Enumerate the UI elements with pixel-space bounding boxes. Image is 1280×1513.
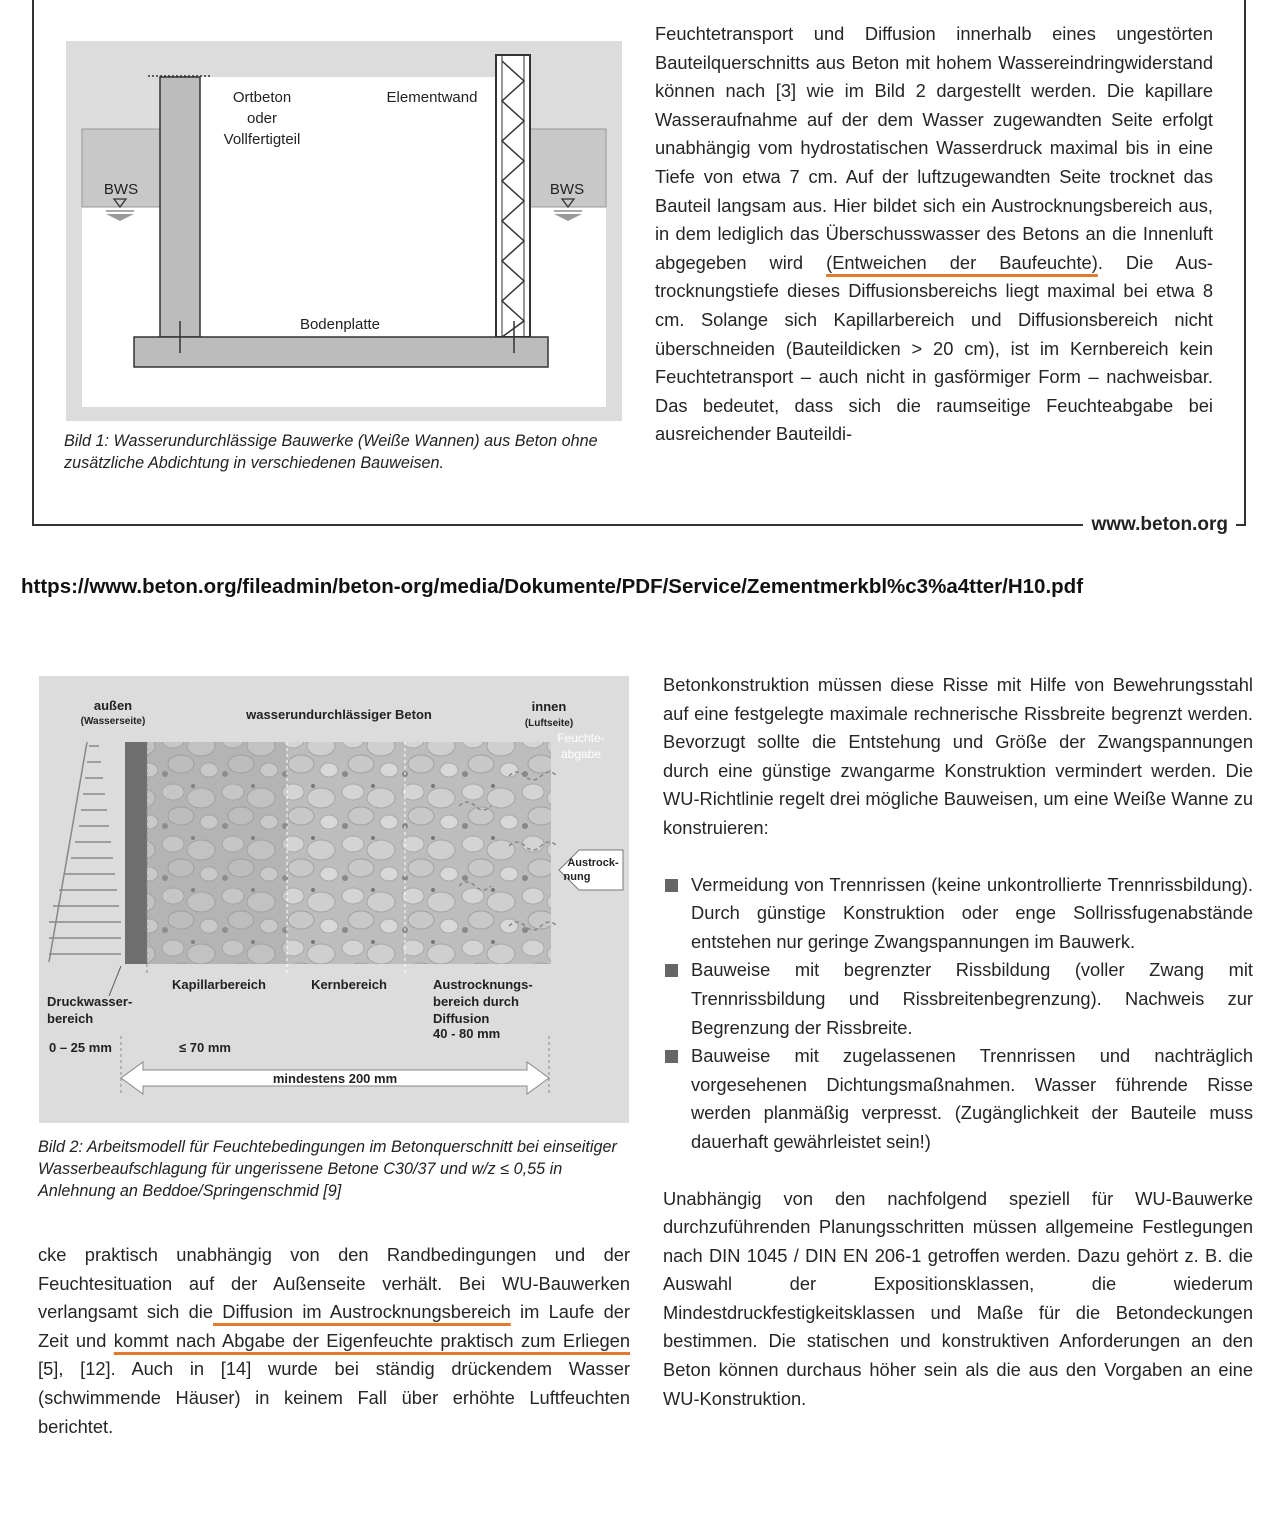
label-druck-1: Druckwasser- — [47, 994, 133, 1009]
site-label: www.beton.org — [1083, 514, 1236, 536]
label-feuchte-1: Feuchte- — [557, 731, 605, 745]
bottom-right-column — [663, 671, 1253, 1413]
label-druck-2: bereich — [47, 1011, 94, 1026]
bottom-left-paragraph — [38, 1241, 630, 1441]
bottom-left-text-1: cke praktisch unabhängig von den Randbedingungen und der Feuchtesituation auf der Außenseite verhält. Bei WU-Bauwerken verlangsamt sich die — [38, 1244, 630, 1323]
label-aussen: außen — [93, 698, 133, 713]
construction-methods-list — [663, 871, 1253, 1157]
label-austr-b-4: 40 - 80 mm — [433, 1026, 501, 1041]
top-paragraph-text-1: Feuchtetransport und Diffusion innerhalb eines ungestörten Bauteilquerschnitts aus Beton mit hohem Wassereindringwiderstand können nach [3] wie im Bild 2 dargestellt werden. Die kapillare Wasseraufnahme auf der dem Wasser zugewandten Seite erfolgt unabhängig vom hydrostatischen Wasserdruck maximal bis in eine Tiefe von etwa 7 cm. Auf der luftzugewandten Seite trocknet das Bauteil langsam aus. Hier bildet sich ein Austrocknungsbereich aus, in dem lediglich das Überschusswasser des Betons an die Innenluft abgegeben wird — [655, 23, 1213, 273]
figure-1-diagram — [66, 41, 622, 421]
label-luftseite: (Luftseite) — [524, 718, 574, 729]
label-wasserseite: (Wasserseite) — [80, 716, 146, 727]
label-dim-2: ≤ 70 mm — [179, 1040, 231, 1055]
label-elementwand: Elementwand — [386, 89, 478, 106]
figure-2-caption: Bild 2: Arbeitsmodell für Feuchtebedingungen im Betonquerschnitt bei einseitiger Wasserbeaufschlagung für ungerissene Betone C30/37 und w/z ≤ 0,55 in Anlehnung an Beddoe/Springenschmid [9] — [38, 1138, 617, 1200]
label-bws-right: BWS — [549, 181, 585, 198]
bottom-right-paragraph-1: Betonkonstruktion müssen diese Risse mit Hilfe von Bewehrungsstahl auf eine festgelegte maximale rechnerische Rissbreite begrenzt werden. Bevorzugt sollte die Entstehung und Größe der Zwangspannungen durch eine günstige zwangarme Konstruktion vermindert werden. Die WU-Richtlinie regelt drei mögliche Bauweisen, um eine Weiße Wanne zu konstruieren: — [663, 674, 1253, 838]
top-paragraph-text-2: . Die Austrocknungstiefe dieses Diffusionsbereichs liegt maximal bei etwa 8 cm. Solange sich Kapillarbereich und Diffusionsbereich nicht überschneiden (Bauteildicken > 20 cm), ist im Kernbereich kein Feuchtetransport – auch nicht in gasförmiger Form – nachweisbar. Das bedeutet, dass sich die raumseitige Feuchteabgabe bei ausreichender Bauteildi- — [655, 251, 1213, 445]
label-ortbeton: Ortbeton — [232, 89, 292, 106]
top-highlight: (Entweichen der Baufeuchte) — [826, 251, 1098, 273]
label-mindestens: mindestens 200 mm — [272, 1071, 398, 1086]
bottom-left-text-2: im Laufe der Zeit und — [38, 1301, 631, 1351]
figure-2 — [39, 676, 629, 1123]
label-austr-b-2: bereich durch — [433, 994, 519, 1009]
top-paragraph — [655, 20, 1213, 449]
bottom-left-highlight-2: kommt nach Abgabe der Eigenfeuchte praktisch zum Erliegen — [113, 1329, 630, 1351]
figure-1 — [66, 41, 622, 421]
label-feuchte-2: abgabe — [560, 747, 602, 761]
bottom-left-text-3: [5], [12]. Auch in [14] wurde bei ständig drückendem Wasser (schwimmende Häuser) in keinem Fall über erhöhte Luftfeuchten berichtet. — [38, 1358, 630, 1437]
list-item: Bauweise mit begrenzter Rissbildung (voller Zwang mit Trennrissbildung und Rissbreitenbegrenzung). Nachweis zur Begrenzung der Rissbreite. — [663, 956, 1253, 1042]
bottom-left-highlight-1: Diffusion im Austrocknungsbereich — [213, 1301, 511, 1323]
bottom-right-paragraph-2: Unabhängig von den nachfolgend speziell für WU-Bauwerke durchzuführenden Planungsschritten müssen allgemeine Festlegungen nach DIN 1045 / DIN EN 206-1 getroffen werden. Dazu gehört z. B. die Auswahl der Expositionsklassen, die wiederum Mindestdruckfestigkeitsklassen und Maße für die Betondeckungen bestimmen. Die statischen und konstruktiven Anforderungen an den Beton können durchaus höher sein als die aus den Vorgaben an eine WU-Konstruktion. — [663, 1187, 1253, 1409]
label-kern: Kernbereich — [311, 977, 387, 992]
label-austrock-1: Austrock- — [567, 857, 619, 869]
figure-2-diagram — [39, 676, 629, 1123]
label-austrock-2: nung — [563, 871, 591, 883]
label-kapillar: Kapillarbereich — [172, 977, 266, 992]
label-bws-left: BWS — [103, 181, 139, 198]
label-austr-b-3: Diffusion — [433, 1011, 490, 1026]
list-item: Bauweise mit zugelassenen Trennrissen und nachträglich vorgesehenen Dichtungsmaßnahmen. Wasser führende Risse werden planmäßig verpresst. (Zugänglichkeit der Bauteile muss dauerhaft gewährleistet sein!) — [663, 1042, 1253, 1156]
label-austr-b-1: Austrocknungs- — [433, 977, 533, 992]
label-dim-1: 0 – 25 mm — [49, 1040, 112, 1055]
label-oder: oder — [246, 110, 278, 127]
label-innen: innen — [531, 699, 567, 714]
list-item: Vermeidung von Trennrissen (keine unkontrollierte Trennrissbildung). Durch günstige Konstruktion oder enge Sollrissfugenabstände entstehen nur geringe Zwangspannungen im Bauwerk. — [663, 871, 1253, 957]
label-bodenplatte: Bodenplatte — [299, 316, 381, 333]
label-vollfertigteil: Vollfertigteil — [223, 131, 301, 148]
label-beton: wasserundurchlässiger Beton — [246, 707, 432, 722]
figure-1-caption: Bild 1: Wasserundurchlässige Bauwerke (Weiße Wannen) aus Beton ohne zusätzliche Abdichtung in verschiedenen Bauweisen. — [64, 432, 598, 472]
source-url[interactable]: https://www.beton.org/fileadmin/beton-org/media/Dokumente/PDF/Service/Zementmerkbl%c3%a4tter/H10.pdf — [21, 575, 1084, 598]
